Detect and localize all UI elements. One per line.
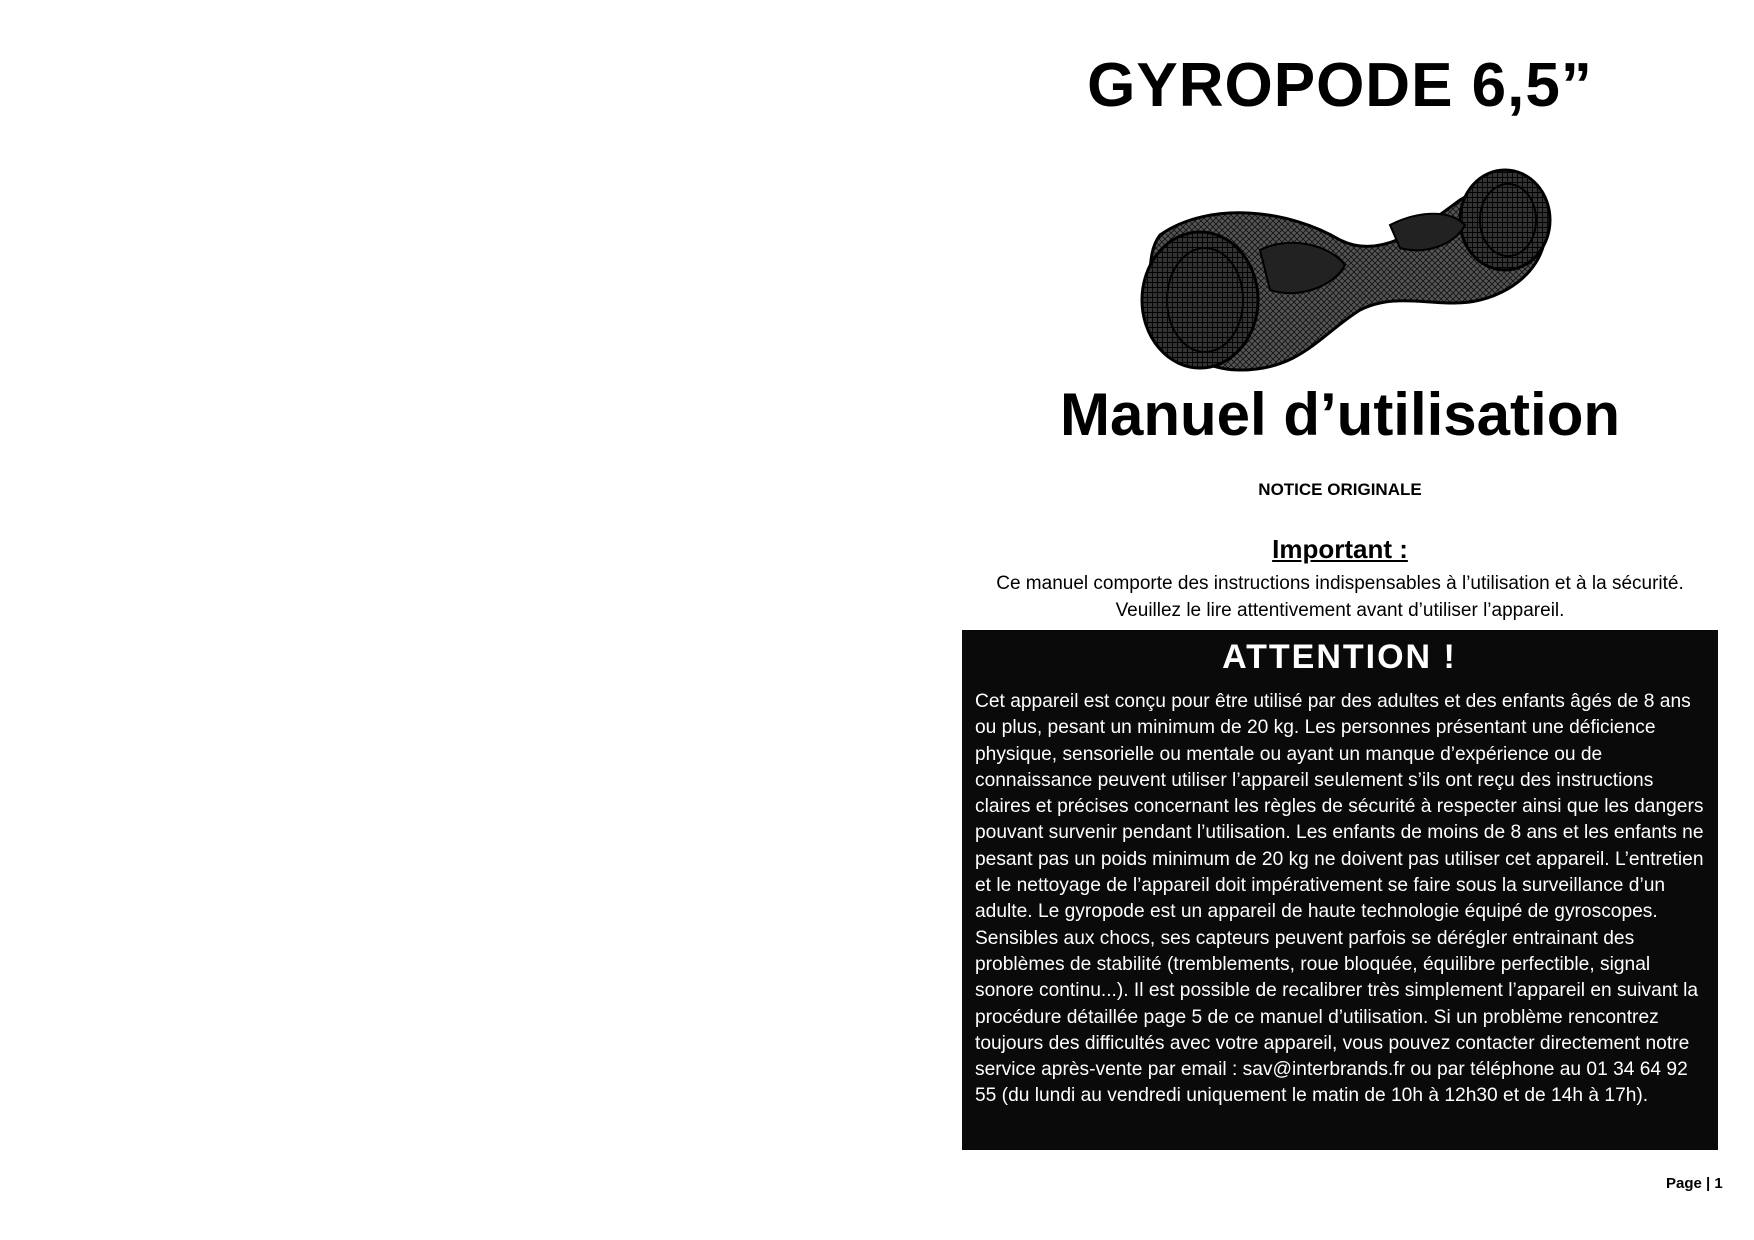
important-text-line-1: Ce manuel comporte des instructions indispensables à l’utilisation et à la sécurité. <box>996 573 1684 594</box>
attention-box <box>962 630 1718 1150</box>
attention-heading: ATTENTION ! <box>1222 638 1457 676</box>
important-text <box>960 570 1720 624</box>
page-title: GYROPODE 6,5” <box>1087 51 1593 120</box>
attention-text: Cet appareil est conçu pour être utilisé par des adultes et des enfants âgés de 8 ans ou plus, pesant un minimum de 20 kg. Les personnes présentant une déficience physique, sensorielle ou mentale ou ayant un manque d’expérience ou de connaissance peuvent utiliser l’appareil seulement s’ils ont reçu des instructions claires et précises concernant les règles de sécurité à respecter ainsi que les dangers pouvant survenir pendant l’utilisation. Les enfants de moins de 8 ans et les enfants ne pesant pas un poids minimum de 20 kg ne doivent pas utiliser cet appareil. L’entretien et le nettoyage de l’appareil doit impérativement se faire sous la surveillance d’un adulte. Le gyropode est un appareil de haute technologie équipé de gyroscopes. Sensibles aux chocs, ses capteurs peuvent parfois se dérégler entrainant des problèmes de stabilité (tremblements, roue bloquée, équilibre perfectible, signal sonore continu...). Il est possible de recalibrer très simplement l’appareil en suivant la procédure détaillée page 5 de ce manuel d’utilisation. Si un problème rencontrez toujours des difficultés avec votre appareil, vous pouvez contacter directement notre service après-vente par email : sav@interbrands.fr ou par téléphone au 01 34 64 92 55 (du lundi au vendredi uniquement le matin de 10h à 12h30 et de 14h à 17h). <box>975 691 1704 1107</box>
page-number: Page | 1 <box>1666 1175 1723 1192</box>
notice-label: NOTICE ORIGINALE <box>1258 480 1422 499</box>
manual-cover-page <box>960 0 1720 1240</box>
important-text-line-2: Veuillez le lire attentivement avant d’utiliser l’appareil. <box>1115 600 1565 621</box>
manual-subtitle: Manuel d’utilisation <box>1059 381 1620 448</box>
important-heading: Important : <box>1272 534 1408 564</box>
hoverboard-icon <box>1120 140 1560 380</box>
